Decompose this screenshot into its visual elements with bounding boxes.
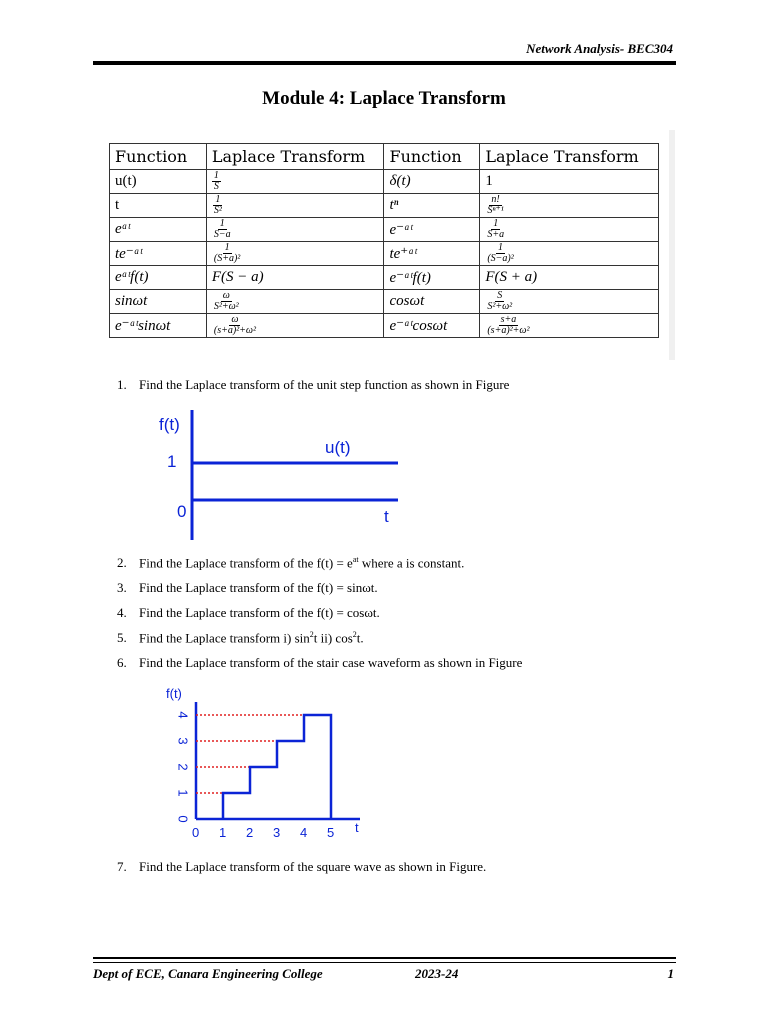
function-cell: e⁻ᵃᵗcosωt bbox=[384, 314, 480, 338]
table-row bbox=[110, 314, 659, 338]
transform-cell bbox=[206, 218, 384, 242]
transform-cell bbox=[480, 314, 659, 338]
function-cell: u(t) bbox=[110, 170, 207, 194]
y-tick-label: 3 bbox=[175, 737, 191, 745]
table-row bbox=[110, 218, 659, 242]
exponent: 2 bbox=[309, 630, 314, 639]
table-header: Laplace Transform bbox=[480, 144, 659, 170]
y-axis-label: f(t) bbox=[166, 686, 182, 701]
question-number: 4. bbox=[117, 605, 127, 620]
x-tick-label: 0 bbox=[192, 825, 200, 840]
header-course: Network Analysis- BEC304 bbox=[526, 41, 673, 56]
staircase-waveform bbox=[223, 715, 331, 819]
transform-cell: F(S − a) bbox=[206, 266, 384, 290]
question-6 bbox=[117, 655, 522, 671]
transform-cell bbox=[206, 290, 384, 314]
question-2 bbox=[117, 555, 464, 571]
transform-cell bbox=[206, 170, 384, 194]
footer-year: 2023-24 bbox=[415, 966, 459, 981]
frac-den: S²+ω² bbox=[487, 301, 513, 312]
x-tick-label: 4 bbox=[300, 825, 308, 840]
frac-num: 1 bbox=[219, 218, 225, 229]
transform-cell bbox=[206, 194, 384, 218]
question-number: 1. bbox=[117, 377, 127, 392]
frac-num: 1 bbox=[224, 242, 230, 253]
transform-cell bbox=[480, 242, 659, 266]
transform-cell: F(S + a) bbox=[480, 266, 659, 290]
function-cell: te⁺ᵃᵗ bbox=[384, 242, 480, 266]
function-cell: eᵃᵗf(t) bbox=[110, 266, 207, 290]
curve-label: u(t) bbox=[325, 438, 351, 457]
footer-dept: Dept of ECE, Canara Engineering College bbox=[93, 966, 323, 981]
frac-den: (s+a)²+ω² bbox=[487, 325, 530, 336]
frac-num: s+a bbox=[500, 314, 517, 325]
table-header-row bbox=[110, 144, 659, 170]
page-title: Module 4: Laplace Transform bbox=[262, 88, 506, 109]
function-cell: sinωt bbox=[110, 290, 207, 314]
question-text: Find the Laplace transform of the f(t) = e bbox=[139, 555, 353, 571]
question-number: 6. bbox=[117, 655, 127, 670]
y-tick-1: 1 bbox=[167, 452, 177, 471]
function-cell: te⁻ᵃᵗ bbox=[110, 242, 207, 266]
function-cell: tⁿ bbox=[384, 194, 480, 218]
x-tick-label: 3 bbox=[273, 825, 281, 840]
exponent: 2 bbox=[352, 630, 357, 639]
frac-den: S² bbox=[213, 205, 222, 216]
footer-rule bbox=[93, 957, 676, 959]
question-1 bbox=[117, 377, 509, 393]
frac-den: (S−a)² bbox=[487, 253, 514, 264]
frac-den: S+a bbox=[487, 229, 505, 240]
y-axis-label: f(t) bbox=[159, 415, 180, 434]
frac-num: ω bbox=[231, 314, 239, 325]
question-text: Find the Laplace transform of the square wave as shown in Figure. bbox=[139, 859, 487, 874]
question-text: Find the Laplace transform of the f(t) = cosωt. bbox=[139, 605, 380, 620]
question-number: 3. bbox=[117, 580, 127, 595]
table-row bbox=[110, 242, 659, 266]
question-number: 7. bbox=[117, 859, 127, 874]
x-tick-label: 5 bbox=[327, 825, 335, 840]
question-text: where a is constant. bbox=[358, 555, 465, 571]
x-tick-label: 1 bbox=[219, 825, 227, 840]
table-row bbox=[110, 290, 659, 314]
frac-num: 1 bbox=[493, 218, 499, 229]
x-axis-label: t bbox=[355, 820, 359, 835]
staircase-figure bbox=[160, 684, 380, 844]
question-text: Find the Laplace transform i) sin bbox=[139, 630, 310, 646]
transform-cell bbox=[206, 314, 384, 338]
x-tick-label: 2 bbox=[246, 825, 254, 840]
frac-den: S²+ω² bbox=[213, 301, 239, 312]
transform-cell bbox=[480, 218, 659, 242]
frac-den: Sⁿ⁺¹ bbox=[487, 205, 504, 216]
y-tick-0: 0 bbox=[177, 502, 187, 521]
x-axis-label: t bbox=[384, 507, 389, 526]
scroll-shadow bbox=[669, 130, 675, 360]
function-cell: t bbox=[110, 194, 207, 218]
question-text: Find the Laplace transform of the unit step function as shown in Figure bbox=[139, 377, 510, 392]
question-3 bbox=[117, 580, 378, 596]
header-rule bbox=[93, 61, 676, 65]
frac-num: S bbox=[497, 290, 503, 301]
function-cell: e⁻ᵃᵗ bbox=[384, 218, 480, 242]
y-tick-label: 2 bbox=[175, 763, 191, 771]
question-text: Find the Laplace transform of the f(t) = sinωt. bbox=[139, 580, 378, 595]
frac-den: S−a bbox=[213, 229, 231, 240]
y-tick-label: 4 bbox=[175, 711, 191, 719]
table-header: Function bbox=[384, 144, 480, 170]
function-cell: e⁻ᵃᵗsinωt bbox=[110, 314, 207, 338]
question-7 bbox=[117, 859, 486, 875]
footer-page: 1 bbox=[667, 966, 674, 981]
frac-den: (s+a)²+ω² bbox=[213, 325, 256, 336]
frac-den: (S+a)² bbox=[213, 253, 241, 264]
question-text: Find the Laplace transform of the stair case waveform as shown in Figure bbox=[139, 655, 523, 670]
function-cell: δ(t) bbox=[384, 170, 480, 194]
question-number: 5. bbox=[117, 630, 127, 646]
question-5 bbox=[117, 630, 364, 646]
transform-cell bbox=[206, 242, 384, 266]
question-text: t ii) cos bbox=[313, 630, 353, 646]
frac-num: 1 bbox=[213, 170, 219, 181]
question-number: 2. bbox=[117, 555, 127, 571]
table-row bbox=[110, 194, 659, 218]
table-header: Laplace Transform bbox=[206, 144, 384, 170]
frac-den: S bbox=[213, 181, 219, 192]
transform-cell bbox=[480, 194, 659, 218]
transform-cell: 1 bbox=[480, 170, 659, 194]
question-4 bbox=[117, 605, 380, 621]
laplace-table bbox=[109, 143, 659, 338]
y-tick-label: 0 bbox=[175, 815, 191, 823]
table-header: Function bbox=[110, 144, 207, 170]
unit-step-figure bbox=[150, 405, 410, 545]
table-row bbox=[110, 170, 659, 194]
frac-num: ω bbox=[222, 290, 230, 301]
function-cell: eᵃᵗ bbox=[110, 218, 207, 242]
function-cell: cosωt bbox=[384, 290, 480, 314]
transform-cell bbox=[480, 290, 659, 314]
exponent: at bbox=[352, 555, 359, 564]
table-row bbox=[110, 266, 659, 290]
frac-num: n! bbox=[491, 194, 500, 205]
y-tick-label: 1 bbox=[175, 789, 191, 797]
question-text: t. bbox=[356, 630, 364, 646]
function-cell: e⁻ᵃᵗf(t) bbox=[384, 266, 480, 290]
footer-rule bbox=[93, 962, 676, 963]
frac-num: 1 bbox=[215, 194, 221, 205]
frac-num: 1 bbox=[498, 242, 504, 253]
